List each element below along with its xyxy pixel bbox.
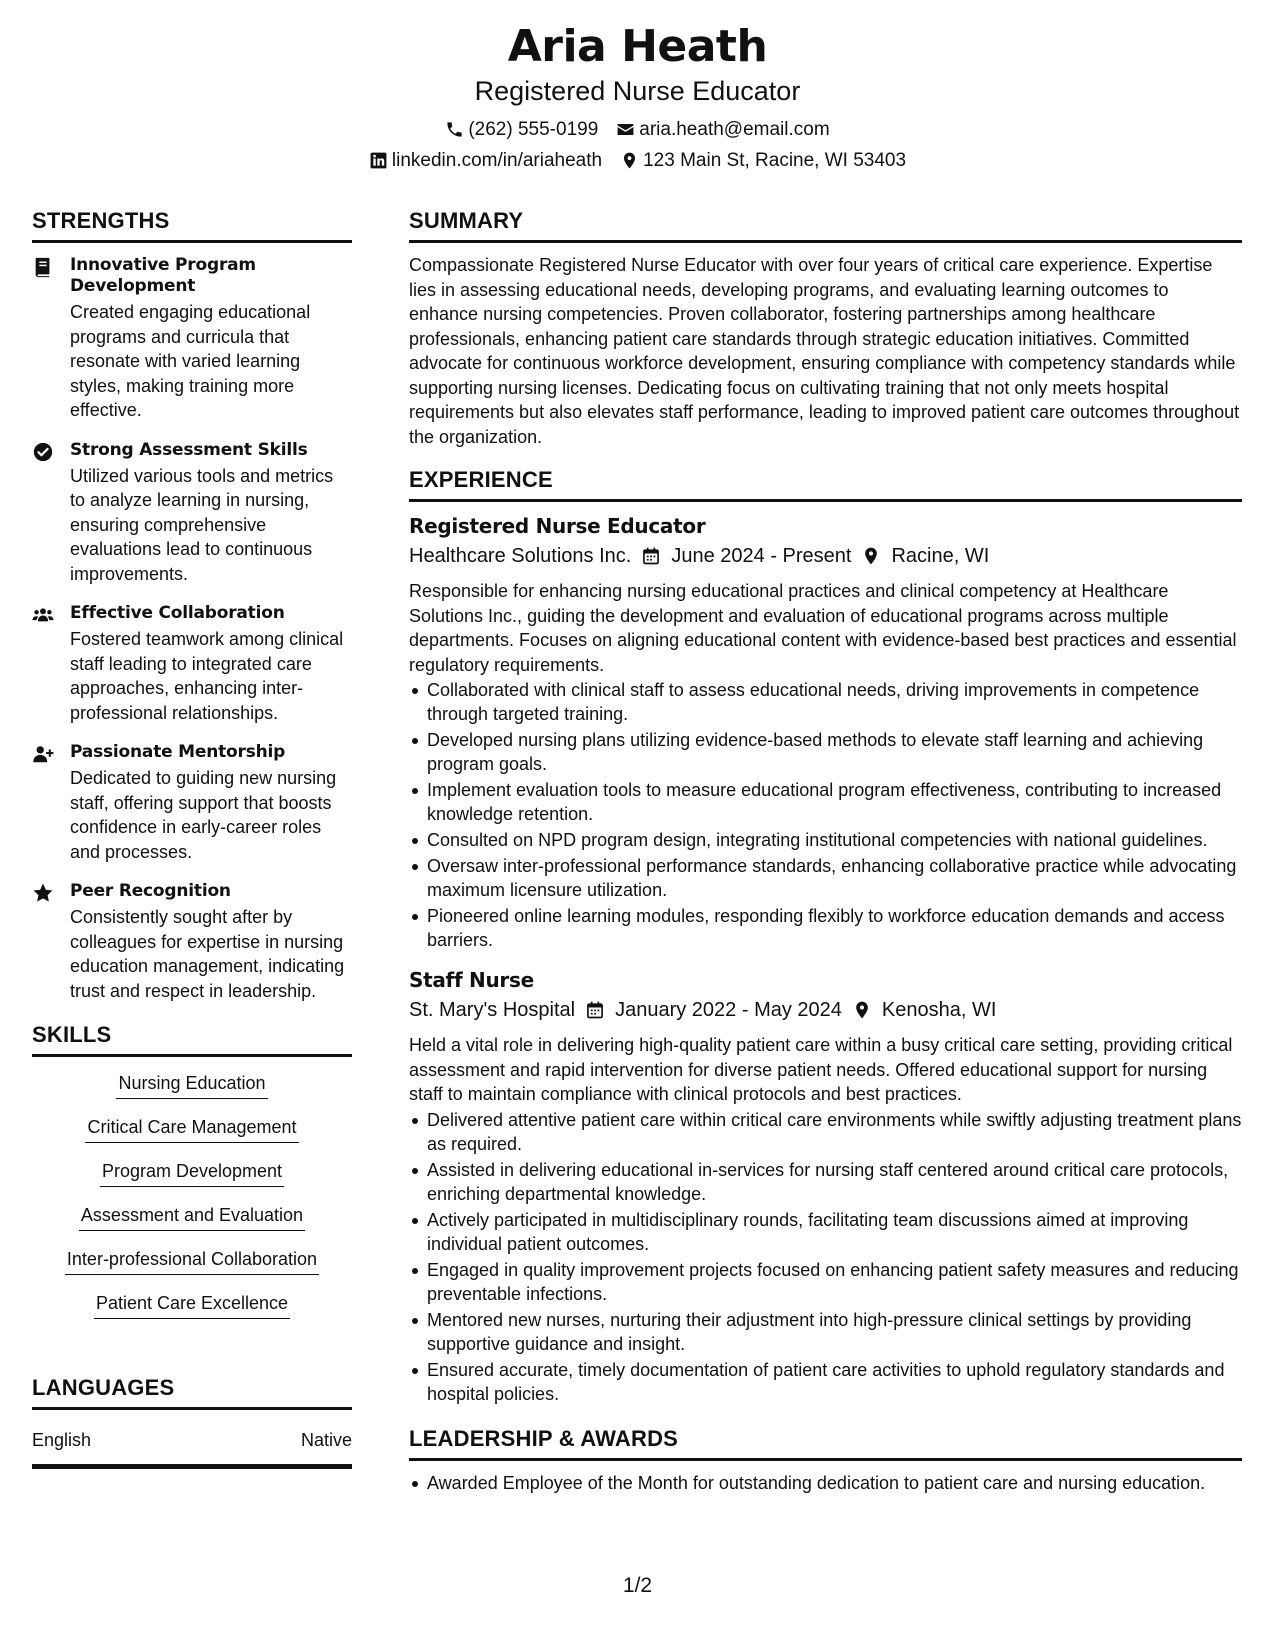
- linkedin-icon: [369, 151, 388, 170]
- job-location: [861, 541, 989, 571]
- job-bullets: [409, 678, 1242, 952]
- phone-text: (262) 555-0199: [468, 119, 599, 140]
- language-name: English: [32, 1430, 92, 1450]
- strength-title: Peer Recognition: [70, 881, 231, 901]
- strength-description: Created engaging educational programs and curricula that resonate with varied learning styles, making training more effective.: [70, 302, 311, 420]
- bullet-item: Oversaw inter-professional performance standards, enhancing collaborative practice while advocating maximum licensure utilization.: [427, 854, 1242, 902]
- skills-list: [32, 1071, 352, 1335]
- leadership-bullets: [409, 1471, 1242, 1495]
- bullet-item: Engaged in quality improvement projects focused on enhancing patient safety measures and reducing preventable infections.: [427, 1258, 1242, 1306]
- strength-item: [32, 255, 352, 423]
- contact-row-primary: [0, 114, 1275, 145]
- calendar-icon: [585, 1000, 605, 1020]
- contact-phone: [445, 114, 598, 145]
- bullet-item: Mentored new nurses, nurturing their adjustment into high-pressure clinical settings by providing supportive guidance and insight.: [427, 1308, 1242, 1356]
- phone-icon: [445, 120, 464, 139]
- strength-description: Dedicated to guiding new nursing staff, offering support that boosts confidence in early-career roles and processes.: [70, 768, 337, 862]
- summary-section: [409, 206, 1242, 449]
- map-pin-icon: [861, 546, 881, 566]
- strength-description: Consistently sought after by colleagues for expertise in nursing education management, indicating trust and respect in leadership.: [70, 907, 345, 1001]
- skill-tag: Program Development: [100, 1159, 284, 1187]
- experience-section: [409, 465, 1242, 1406]
- job-title: Registered Nurse Educator: [409, 514, 706, 538]
- page-number: 1/2: [622, 1574, 653, 1597]
- leadership-heading: LEADERSHIP & AWARDS: [409, 1424, 1242, 1461]
- envelope-icon: [616, 120, 635, 139]
- bullet-item: Developed nursing plans utilizing evidence-based methods to elevate staff learning and achieving program goals.: [427, 728, 1242, 776]
- bullet-item: Delivered attentive patient care within critical care environments while swiftly adjusting treatment plans as required.: [427, 1109, 1242, 1154]
- bullet-item: Pioneered online learning modules, responding flexibly to workforce education demands and access barriers.: [427, 904, 1242, 952]
- strength-title: Innovative Program Development: [70, 255, 256, 296]
- strength-body: [70, 603, 352, 725]
- contact-linkedin[interactable]: [369, 145, 602, 176]
- book-icon: [32, 256, 54, 278]
- job-dates-text: June 2024 - Present: [671, 545, 852, 567]
- strengths-heading: STRENGTHS: [32, 206, 352, 243]
- resume-header: [0, 20, 1275, 176]
- job-location: [852, 995, 997, 1025]
- skills-section: [32, 1020, 352, 1335]
- check-circle-icon: [32, 441, 54, 463]
- languages-heading: LANGUAGES: [32, 1373, 352, 1410]
- bullet-item: Ensured accurate, timely documentation of patient care activities to uphold regulatory standards and hospital policies.: [427, 1358, 1242, 1406]
- right-column: [409, 206, 1242, 1497]
- strength-body: [70, 742, 352, 864]
- strength-title: Strong Assessment Skills: [70, 439, 308, 460]
- user-plus-icon: [32, 743, 54, 765]
- left-column: [32, 206, 352, 1469]
- job-title: Staff Nurse: [409, 968, 534, 992]
- address-text: 123 Main St, Racine, WI 53403: [643, 150, 907, 171]
- job-entry: [409, 966, 1242, 1406]
- strength-body: [70, 440, 352, 587]
- strength-body: [70, 881, 352, 1003]
- strength-body: [70, 255, 352, 423]
- job-dates: [641, 541, 851, 571]
- users-icon: [32, 604, 54, 626]
- leadership-section: [409, 1424, 1242, 1495]
- contact-email[interactable]: [616, 114, 829, 145]
- strength-item: [32, 881, 352, 1003]
- skill-tag: Patient Care Excellence: [94, 1291, 290, 1319]
- bullet-item: Implement evaluation tools to measure educational program effectiveness, contributing to increased knowledge retention.: [427, 778, 1242, 826]
- skill-tag: Nursing Education: [116, 1071, 267, 1099]
- job-company: Healthcare Solutions Inc.: [409, 545, 632, 567]
- job-location-text: Racine, WI: [891, 545, 990, 567]
- job-location-text: Kenosha, WI: [881, 999, 997, 1021]
- strength-item: [32, 603, 352, 725]
- job-meta: [409, 541, 1242, 571]
- contact-row-secondary: [0, 145, 1275, 176]
- contact-address: [620, 145, 906, 176]
- strength-description: Utilized various tools and metrics to analyze learning in nursing, ensuring comprehensive evaluations lead to continuous improvements.: [70, 465, 334, 584]
- job-description: Held a vital role in delivering high-quality patient care within a busy critical care setting, providing critical assessment and rapid intervention for diverse patient needs. Offered educational support for nursing staff to maintain compliance with clinical protocols and best practices.: [409, 1035, 1233, 1104]
- strength-title: Effective Collaboration: [70, 603, 285, 623]
- bullet-item: Assisted in delivering educational in-services for nursing staff centered around critical care protocols, enriching departmental knowledge.: [427, 1158, 1242, 1206]
- bullet-item: Actively participated in multidisciplinary rounds, facilitating team discussions aimed at improving individual patient outcomes.: [427, 1208, 1242, 1256]
- bullet-item: Awarded Employee of the Month for outstanding dedication to patient care and nursing education.: [427, 1471, 1242, 1495]
- experience-heading: EXPERIENCE: [409, 465, 1242, 502]
- map-pin-icon: [620, 151, 639, 170]
- summary-heading: SUMMARY: [409, 206, 1242, 243]
- language-level: Native: [300, 1430, 352, 1450]
- job-dates: [585, 995, 842, 1025]
- candidate-name: Aria Heath: [507, 21, 768, 72]
- skills-heading: SKILLS: [32, 1020, 352, 1057]
- job-description: Responsible for enhancing nursing educational practices and clinical competency at Healthcare Solutions Inc., guiding the development and evaluation of educational programs across multiple departments. Focuses on aligning educational content with evidence-based best practices and essential regulatory requirements.: [409, 581, 1237, 675]
- email-text[interactable]: aria.heath@email.com: [639, 119, 830, 140]
- summary-text: Compassionate Registered Nurse Educator with over four years of critical care experience. Expertise lies in assessing educational needs, developing programs, and evaluating learning outcomes to enhance nursing competencies. Proven collaborator, fostering partnerships among healthcare professionals, enhancing patient care standards through strategic education initiatives. Committed advocate for continuous workforce development, ensuring compliance with competency standards while supporting nursing licenses. Dedicating focus on cultivating training that not only meets hospital requirements but also elevates staff performance, leading to improved patient care outcomes throughout the organization.: [409, 255, 1240, 447]
- languages-section: [32, 1373, 352, 1469]
- star-icon: [32, 882, 54, 904]
- job-dates-text: January 2022 - May 2024: [615, 999, 842, 1021]
- job-bullets: [409, 1108, 1242, 1406]
- job-entry: [409, 512, 1242, 952]
- strength-item: [32, 440, 352, 587]
- strengths-section: [32, 206, 352, 1003]
- skill-tag: Assessment and Evaluation: [79, 1203, 305, 1231]
- skill-tag: Critical Care Management: [85, 1115, 298, 1143]
- strength-item: [32, 742, 352, 864]
- candidate-role: Registered Nurse Educator: [474, 76, 801, 106]
- bullet-item: Collaborated with clinical staff to assess educational needs, driving improvements in competence through targeted training.: [427, 678, 1242, 726]
- bullet-item: Consulted on NPD program design, integrating institutional competencies with national guidelines.: [427, 828, 1242, 852]
- strength-description: Fostered teamwork among clinical staff leading to integrated care approaches, enhancing inter-professional relationships.: [70, 629, 344, 723]
- linkedin-text[interactable]: linkedin.com/in/ariaheath: [391, 150, 603, 171]
- strengths-list: [32, 255, 352, 1003]
- skill-tag: Inter-professional Collaboration: [65, 1247, 319, 1275]
- strength-title: Passionate Mentorship: [70, 742, 286, 762]
- language-row: [32, 1428, 352, 1469]
- calendar-icon: [641, 546, 661, 566]
- job-meta: [409, 995, 1242, 1025]
- job-company: St. Mary's Hospital: [409, 999, 576, 1021]
- map-pin-icon: [852, 1000, 872, 1020]
